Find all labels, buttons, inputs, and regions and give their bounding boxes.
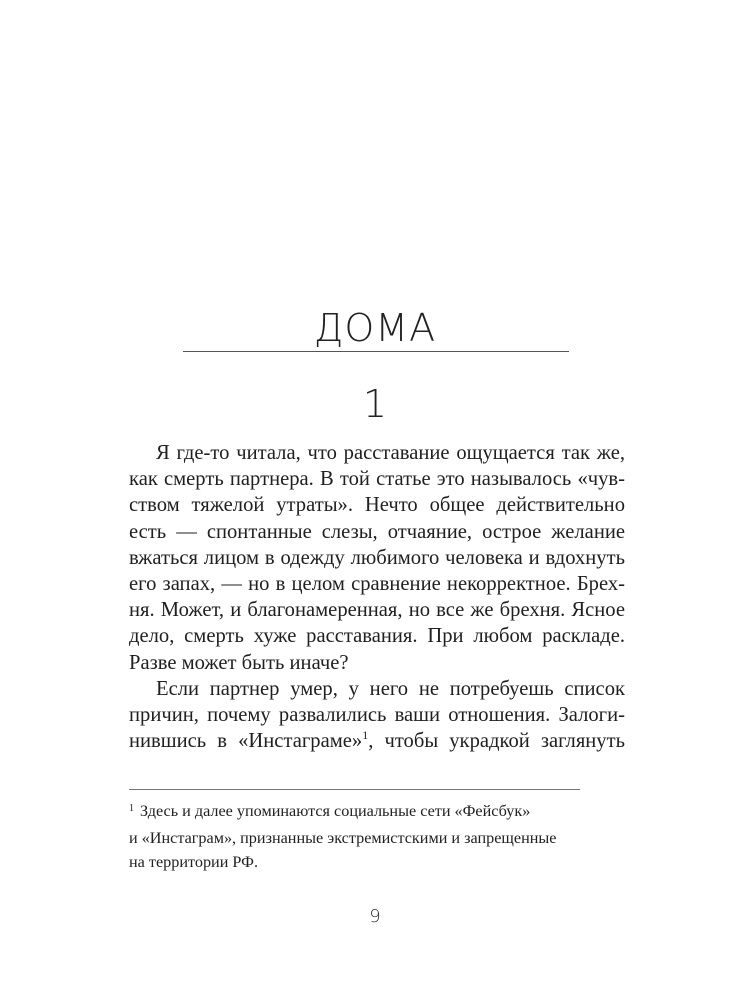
footnote-reference[interactable]: 1 <box>362 728 369 743</box>
body-line: вжаться лицом в одежду любимого человека и вдохнуть <box>129 546 625 569</box>
title-divider <box>183 351 569 352</box>
footnote-line: на территории РФ. <box>129 853 258 871</box>
body-line: ством тяжелой утраты». Нечто общее действительно <box>129 494 625 517</box>
body-line: Если партнер умер, у него не потребуешь список <box>156 677 625 700</box>
body-line: ня. Может, и благонамеренная, но все же брехня. Ясное <box>129 599 625 622</box>
body-text <box>129 440 625 756</box>
body-line-with-footnote <box>129 728 625 756</box>
footnote-line <box>129 799 625 826</box>
section-number: 1 <box>362 382 388 426</box>
body-line: как смерть партнера. В той статье это называлось «чув- <box>129 468 625 491</box>
body-line: Я где-то читала, что расставание ощущается так же, <box>156 442 625 464</box>
body-line: причин, почему развалились ваши отношения. Залоги- <box>129 704 625 727</box>
body-line: его запах, — но в целом сравнение некорректное. Брех- <box>129 573 625 596</box>
body-line: есть — спонтанные слезы, отчаяние, острое желание <box>129 520 625 543</box>
footnote-divider <box>129 789 580 790</box>
page-number: 9 <box>369 906 381 927</box>
body-line-text: , чтобы украдкой заглянуть <box>368 730 626 753</box>
body-line: Разве может быть иначе? <box>129 651 349 674</box>
chapter-title: ДОМА <box>313 306 437 350</box>
footnote-mark: 1 <box>129 803 134 814</box>
footnote-line: и «Инстаграм», признанные экстремистскими и запрещенные <box>129 829 557 847</box>
body-line-text: нившись в «Инстаграме» <box>129 730 363 753</box>
body-line: дело, смерть хуже расставания. При любом раскладе. <box>129 625 625 648</box>
footnote-text: Здесь и далее упоминаются социальные сети «Фейсбук» <box>140 802 531 820</box>
footnote <box>129 799 625 874</box>
